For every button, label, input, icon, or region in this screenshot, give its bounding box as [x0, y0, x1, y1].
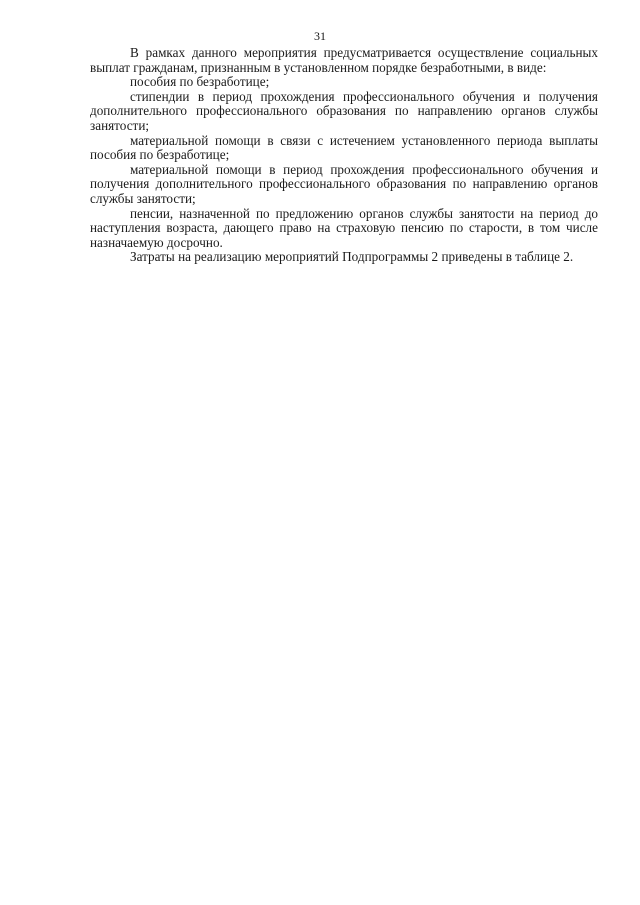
page-number: 31: [314, 29, 326, 43]
paragraph-material-aid-training: материальной помощи в период прохождения профессионального обучения и получения дополнительного профессионального образования по направлению органов службы занятости;: [90, 161, 598, 206]
paragraph-stipend: стипендии в период прохождения профессионального обучения и получения дополнительного профессионального образования по направлению органов службы занятости;: [90, 88, 598, 133]
paragraph-pension: пенсии, назначенной по предложению органов службы занятости на период до наступления возраста, дающего право на страховую пенсию по старости, в том числе назначаемую досрочно.: [90, 205, 598, 250]
document-body: [90, 46, 598, 265]
paragraph-unemployment-benefit: пособия по безработице;: [130, 74, 270, 90]
paragraph-costs: Затраты на реализацию мероприятий Подпрограммы 2 приведены в таблице 2.: [130, 249, 574, 265]
paragraph-intro: В рамках данного мероприятия предусматривается осуществление социальных выплат гражданам, признанным в установленном порядке безработными, в виде:: [90, 45, 598, 75]
paragraph-material-aid-expiry: материальной помощи в связи с истечением установленного периода выплаты пособия по безработице;: [90, 132, 598, 163]
